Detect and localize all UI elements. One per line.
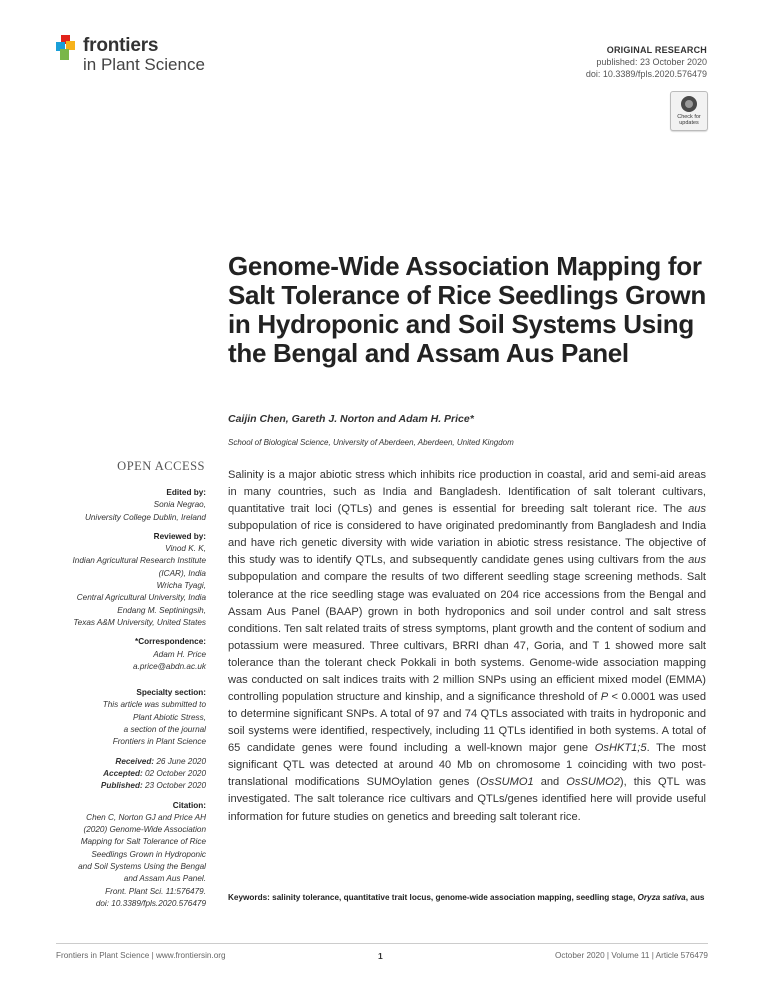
specialty-line: Plant Abiotic Stress, [133, 712, 206, 722]
frontiers-logo-icon [56, 35, 80, 61]
check-for-updates-button[interactable] [670, 91, 708, 131]
correspondence-name: Adam H. Price [153, 649, 206, 659]
author-list: Caijin Chen, Gareth J. Norton and Adam H. Price* [228, 413, 474, 425]
reviewer-line: (ICAR), India [158, 568, 206, 578]
affiliation: School of Biological Science, University of Aberdeen, Aberdeen, United Kingdom [228, 438, 514, 447]
page-number: 1 [378, 951, 383, 961]
citation-line: and Assam Aus Panel. [123, 874, 206, 884]
journal-name: in Plant Science [83, 55, 205, 74]
reviewer-line: Endang M. Septiningsih, [117, 605, 206, 615]
footer-divider [56, 943, 708, 944]
citation-line: and Soil Systems Using the Bengal [78, 862, 206, 872]
published-date: published: 23 October 2020 [596, 57, 707, 67]
reviewed-by-heading: Reviewed by: [153, 531, 206, 541]
reviewer-line: Central Agricultural University, India [76, 593, 206, 603]
reviewer-line: Wricha Tyagi, [156, 581, 206, 591]
accepted-date: Accepted: 02 October 2020 [103, 768, 206, 778]
citation-line: Seedlings Grown in Hydroponic [91, 849, 206, 859]
published-date-sidebar: Published: 23 October 2020 [100, 781, 206, 791]
editor-line: University College Dublin, Ireland [84, 512, 206, 522]
reviewer-line: Vinod K. K, [165, 544, 206, 554]
frontiers-logo[interactable] [56, 33, 216, 78]
citation-line: Front. Plant Sci. 11:576479. [105, 886, 206, 896]
article-sidebar [30, 487, 206, 917]
citation-line[interactable]: doi: 10.3389/fpls.2020.576479 [95, 898, 206, 908]
specialty-heading: Specialty section: [136, 688, 206, 698]
specialty-line: This article was submitted to [102, 700, 206, 710]
citation-line: Mapping for Salt Tolerance of Rice [80, 837, 206, 847]
article-title: Genome-Wide Association Mapping for Salt Tolerance of Rice Seedlings Grown in Hydroponic and Soil Systems Using the Bengal and Assam Aus Panel [228, 251, 706, 368]
citation-line: Chen C, Norton GJ and Price AH [86, 812, 206, 822]
footer-issue-info: October 2020 | Volume 11 | Article 576479 [555, 951, 708, 960]
received-date: Received: 26 June 2020 [115, 756, 206, 766]
citation-heading: Citation: [172, 800, 206, 810]
citation-line: (2020) Genome-Wide Association [83, 825, 206, 835]
abstract: Salinity is a major abiotic stress which inhibits rice production in coastal, arid and semi-aid areas in many countries, such as India and Bangladesh. Identification of salt tolerant cultivars, quantitative trait loci (QTLs) and genes is essential for breeding salt tolerant rice. The aus subpopulation of rice is considered to have originated predominantly from Bangladesh and India and have rich genetic diversity with wide variation in abiotic stress resistance. The objective of this study was to identify QTLs, and subsequently candidate genes using cultivars from the aus subpopulation and compare the results of two different seedling stage screening methods. Salt tolerance at the rice seedling stage was evaluated on 204 rice accessions from the Bengal and Assam Aus Panel (BAAP) grown in both hydroponics and soil under control and salt stress conditions. Ten salt related traits of stress symptoms, plant growth and the content of sodium and potassium were measured. Three cultivars, BRRI dhan 47, Goria, and T 1 showed more salt tolerance than the tolerant check Pokkali in both systems. Genome-wide association mapping was conducted on salt indices traits with 2 million SNPs using an efficient mixed model (EMMA) controlling population structure and kinship, and a significance threshold of P < 0.0001 was used to determine significant SNPs. A total of 97 and 74 QTLs associated with traits in hydroponic and soil systems were identified, respectively, including 11 QTLs identified in both systems. A total of 65 candidate genes were found including a well-known major gene OsHKT1;5. The most significant QTL was detected at around 40 Mb on chromosome 1 coinciding with two post-translational modifications SUMOylation genes (OsSUMO1 and OsSUMO2), this QTL was investigated. The salt tolerance rice cultivars and QTLs/genes identified here will provide useful information for future studies on genetics and breeding salt tolerant rice. [228, 469, 707, 823]
specialty-line: Frontiers in Plant Science [112, 737, 206, 747]
check-updates-icon [681, 96, 697, 112]
reviewer-line: Indian Agricultural Research Institute [72, 556, 206, 566]
reviewer-line: Texas A&M University, United States [73, 617, 206, 627]
specialty-line: a section of the journal [123, 725, 206, 735]
correspondence-heading: *Correspondence: [135, 637, 206, 647]
check-updates-label: Check for updates [677, 114, 701, 126]
editor-line: Sonia Negrao, [153, 500, 206, 510]
article-doi[interactable]: doi: 10.3389/fpls.2020.576479 [585, 69, 707, 79]
correspondence-email[interactable]: a.price@abdn.ac.uk [133, 661, 206, 671]
footer-journal-link[interactable]: Frontiers in Plant Science | www.frontiersin.org [56, 951, 226, 960]
article-type: ORIGINAL RESEARCH [606, 45, 707, 55]
article-meta [586, 44, 707, 80]
edited-by-heading: Edited by: [166, 488, 206, 497]
keywords: Keywords: salinity tolerance, quantitative trait locus, genome-wide association mapping, seedling stage, Oryza sativa, aus [228, 893, 705, 902]
open-access-label: OPEN ACCESS [117, 459, 205, 473]
brand-name: frontiers [83, 35, 159, 56]
